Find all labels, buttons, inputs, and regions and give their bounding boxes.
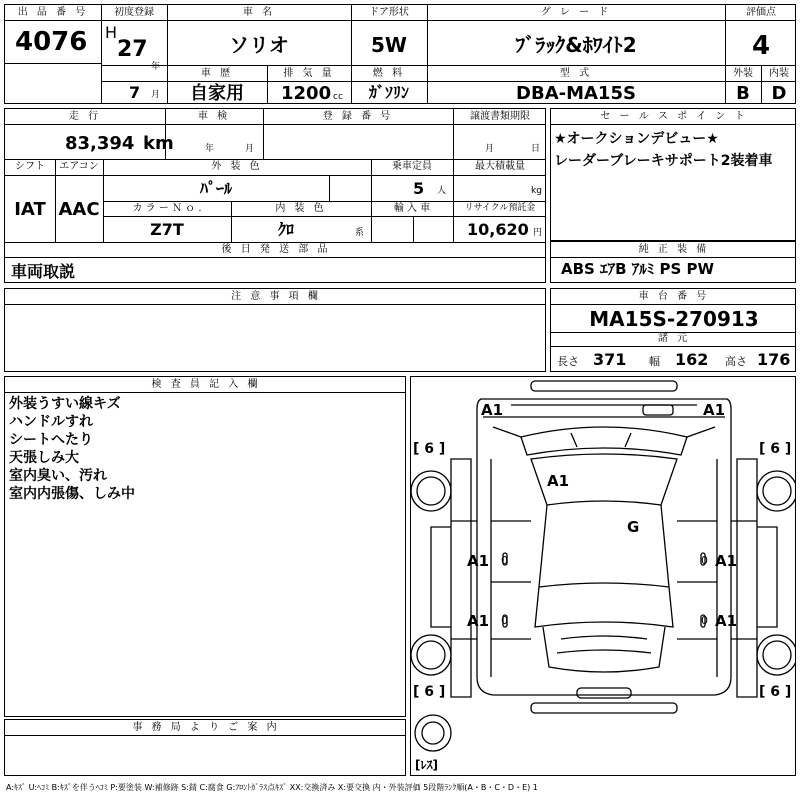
tire-mark-rear-right: [ 6 ] (759, 684, 792, 700)
displacement-unit: cc (333, 92, 343, 102)
zero-mark-2: 0 (701, 554, 708, 567)
color: ﾊﾟｰﾙ (199, 179, 232, 198)
score: 4 (751, 31, 771, 61)
recycle-fee: 10,620 (467, 220, 529, 239)
capacity-unit: 人 (437, 186, 447, 196)
notes-label: 注 意 事 項 欄 (231, 291, 321, 302)
inspector-section (4, 376, 406, 717)
mileage-unit: km (143, 133, 174, 154)
equipment-section (550, 241, 796, 283)
later-parts-label: 後 日 発 送 部 品 (221, 244, 331, 255)
grade-label: グ レ ー ド (540, 7, 612, 18)
capacity: 5 (413, 179, 425, 198)
damage-mark-front-right: A1 (703, 401, 726, 419)
fuel: ｶﾞｿﾘﾝ (368, 83, 409, 102)
transfer-label: 譲渡書類期限 (470, 111, 530, 122)
tire-mark-front-left: [ 6 ] (413, 441, 446, 457)
exterior-label: 外装 (733, 68, 753, 79)
color-no-label: カ ラ ー Ｎ ｏ . (132, 203, 202, 214)
recycle-label: リサイクル預託金 (464, 203, 536, 213)
spare-tire-label: [ﾚｽ] (415, 758, 438, 772)
inspector-note-2: ハンドルすれ (9, 414, 93, 430)
reg-year: 27 (117, 37, 148, 62)
height: 176 (757, 350, 791, 369)
year-unit: 年 (151, 62, 161, 72)
history: 自家用 (190, 83, 244, 104)
ac-label: エアコン (59, 161, 99, 172)
mileage: 83,394 (65, 133, 135, 154)
selling-points-label: セ ー ル ス ポ イ ン ト (600, 111, 748, 122)
door-type: 5W (371, 33, 407, 57)
equipment: ABS ｴｱB ｱﾙﾐ PS PW (561, 260, 715, 278)
interior-label: 内装 (769, 68, 789, 79)
inspector-note-5: 室内臭い、汚れ (9, 468, 107, 484)
first-reg-label: 初度登録 (114, 7, 154, 18)
lot-no-label: 出 品 番 号 (17, 7, 89, 18)
inspection-year-unit: 年 (205, 144, 215, 154)
load-unit: kg (531, 186, 542, 196)
lot-no: 4076 (15, 27, 88, 57)
damage-mark-left-front-door: A1 (467, 552, 490, 570)
displacement-label: 排 気 量 (283, 68, 335, 79)
int-color: ｸﾛ (277, 220, 294, 239)
exterior-grade: B (736, 83, 750, 104)
color-no: Z7T (150, 220, 184, 239)
car-name-label: 車 名 (242, 7, 276, 18)
length: 371 (593, 350, 627, 369)
header-section (4, 4, 796, 104)
damage-mark-right-front-door: A1 (715, 552, 738, 570)
chassis-label: 車 台 番 号 (638, 291, 710, 302)
ac: AAC (58, 199, 100, 220)
capacity-label: 乗車定員 (392, 161, 432, 172)
car-name: ソリオ (229, 33, 289, 57)
specs-section (4, 108, 546, 283)
equipment-label: 純 正 装 備 (638, 244, 710, 255)
car-diagram (411, 377, 796, 776)
inspector-note-3: シートへたり (9, 432, 93, 448)
transfer-month-unit: 月 (485, 144, 495, 154)
grade: ﾌﾞﾗｯｸ&ﾎﾜｲﾄ2 (515, 33, 637, 57)
interior-grade: D (771, 83, 787, 104)
car-diagram-section (410, 376, 796, 776)
damage-mark-glass: G (627, 518, 640, 536)
inspector-note-4: 天張しみ大 (9, 450, 79, 466)
office-label: 事 務 局 よ り ご 案 内 (132, 722, 280, 733)
door-label: ドア形状 (369, 7, 409, 18)
inspector-note-1: 外装うすい線キズ (9, 396, 121, 412)
chassis-section (550, 288, 796, 372)
load-label: 最大積載量 (475, 161, 525, 172)
selling-points-section (550, 108, 796, 241)
tire-mark-front-right: [ 6 ] (759, 441, 792, 457)
model-label: 型 式 (559, 68, 593, 79)
damage-legend: A:ｷｽﾞ U:ﾍｺﾐ B:ｷｽﾞを伴うﾍｺﾐ P:要塗装 W:補修跡 S:錆 C:腐食 G:ﾌﾛﾝﾄｶﾞﾗｽ点ｷｽﾞ XX:交換済み X:要交換 内・外装評価 5段階ﾗﾝｸ順(A・B・C・D・E) 1 (6, 783, 538, 792)
zero-mark-3: 0 (501, 614, 508, 627)
fuel-label: 燃 料 (372, 68, 406, 79)
width: 162 (675, 350, 709, 369)
reg-month: 7 (129, 83, 141, 102)
inspection-month-unit: 月 (245, 144, 255, 154)
mileage-label: 走 行 (68, 111, 102, 122)
damage-mark-roof: A1 (547, 472, 570, 490)
selling-point-2: レーダーブレーキサポート2装着車 (554, 153, 773, 169)
int-color-label: 内 装 色 (275, 203, 327, 214)
color-label: 外 装 色 (211, 161, 263, 172)
notes-section (4, 288, 546, 372)
chassis-number: MA15S-270913 (589, 307, 759, 331)
selling-point-1: ★オークションデビュー★ (554, 131, 719, 147)
later-parts: 車両取説 (11, 262, 76, 281)
shift-label: シフト (15, 161, 45, 172)
office-section (4, 719, 406, 776)
tire-mark-rear-left: [ 6 ] (413, 684, 446, 700)
inspector-note-6: 室内内張傷、しみ中 (9, 486, 135, 502)
import-label: 輸 入 車 (393, 203, 431, 214)
shift: IAT (14, 199, 46, 220)
era: H (105, 23, 118, 42)
transfer-day-unit: 日 (531, 144, 541, 154)
int-color-unit: 系 (355, 228, 365, 238)
displacement: 1200 (281, 83, 332, 104)
length-label: 長さ (557, 355, 579, 368)
history-label: 車 歴 (200, 68, 234, 79)
model: DBA-MA15S (516, 83, 636, 104)
month-unit: 月 (151, 90, 161, 100)
inspector-label: 検 査 員 記 入 欄 (151, 379, 261, 390)
height-label: 高さ (725, 355, 747, 368)
zero-mark-1: 0 (501, 554, 508, 567)
score-label: 評価点 (746, 7, 776, 18)
width-label: 幅 (649, 355, 660, 368)
inspection-label: 車 検 (197, 111, 231, 122)
damage-mark-front-left: A1 (481, 401, 504, 419)
dims-label: 諸 元 (657, 333, 691, 344)
damage-mark-left-rear-door: A1 (467, 612, 490, 630)
damage-mark-right-rear-door: A1 (715, 612, 738, 630)
plate-label: 登 録 番 号 (322, 111, 394, 122)
recycle-unit: 円 (533, 228, 543, 238)
zero-mark-4: 0 (701, 614, 708, 627)
